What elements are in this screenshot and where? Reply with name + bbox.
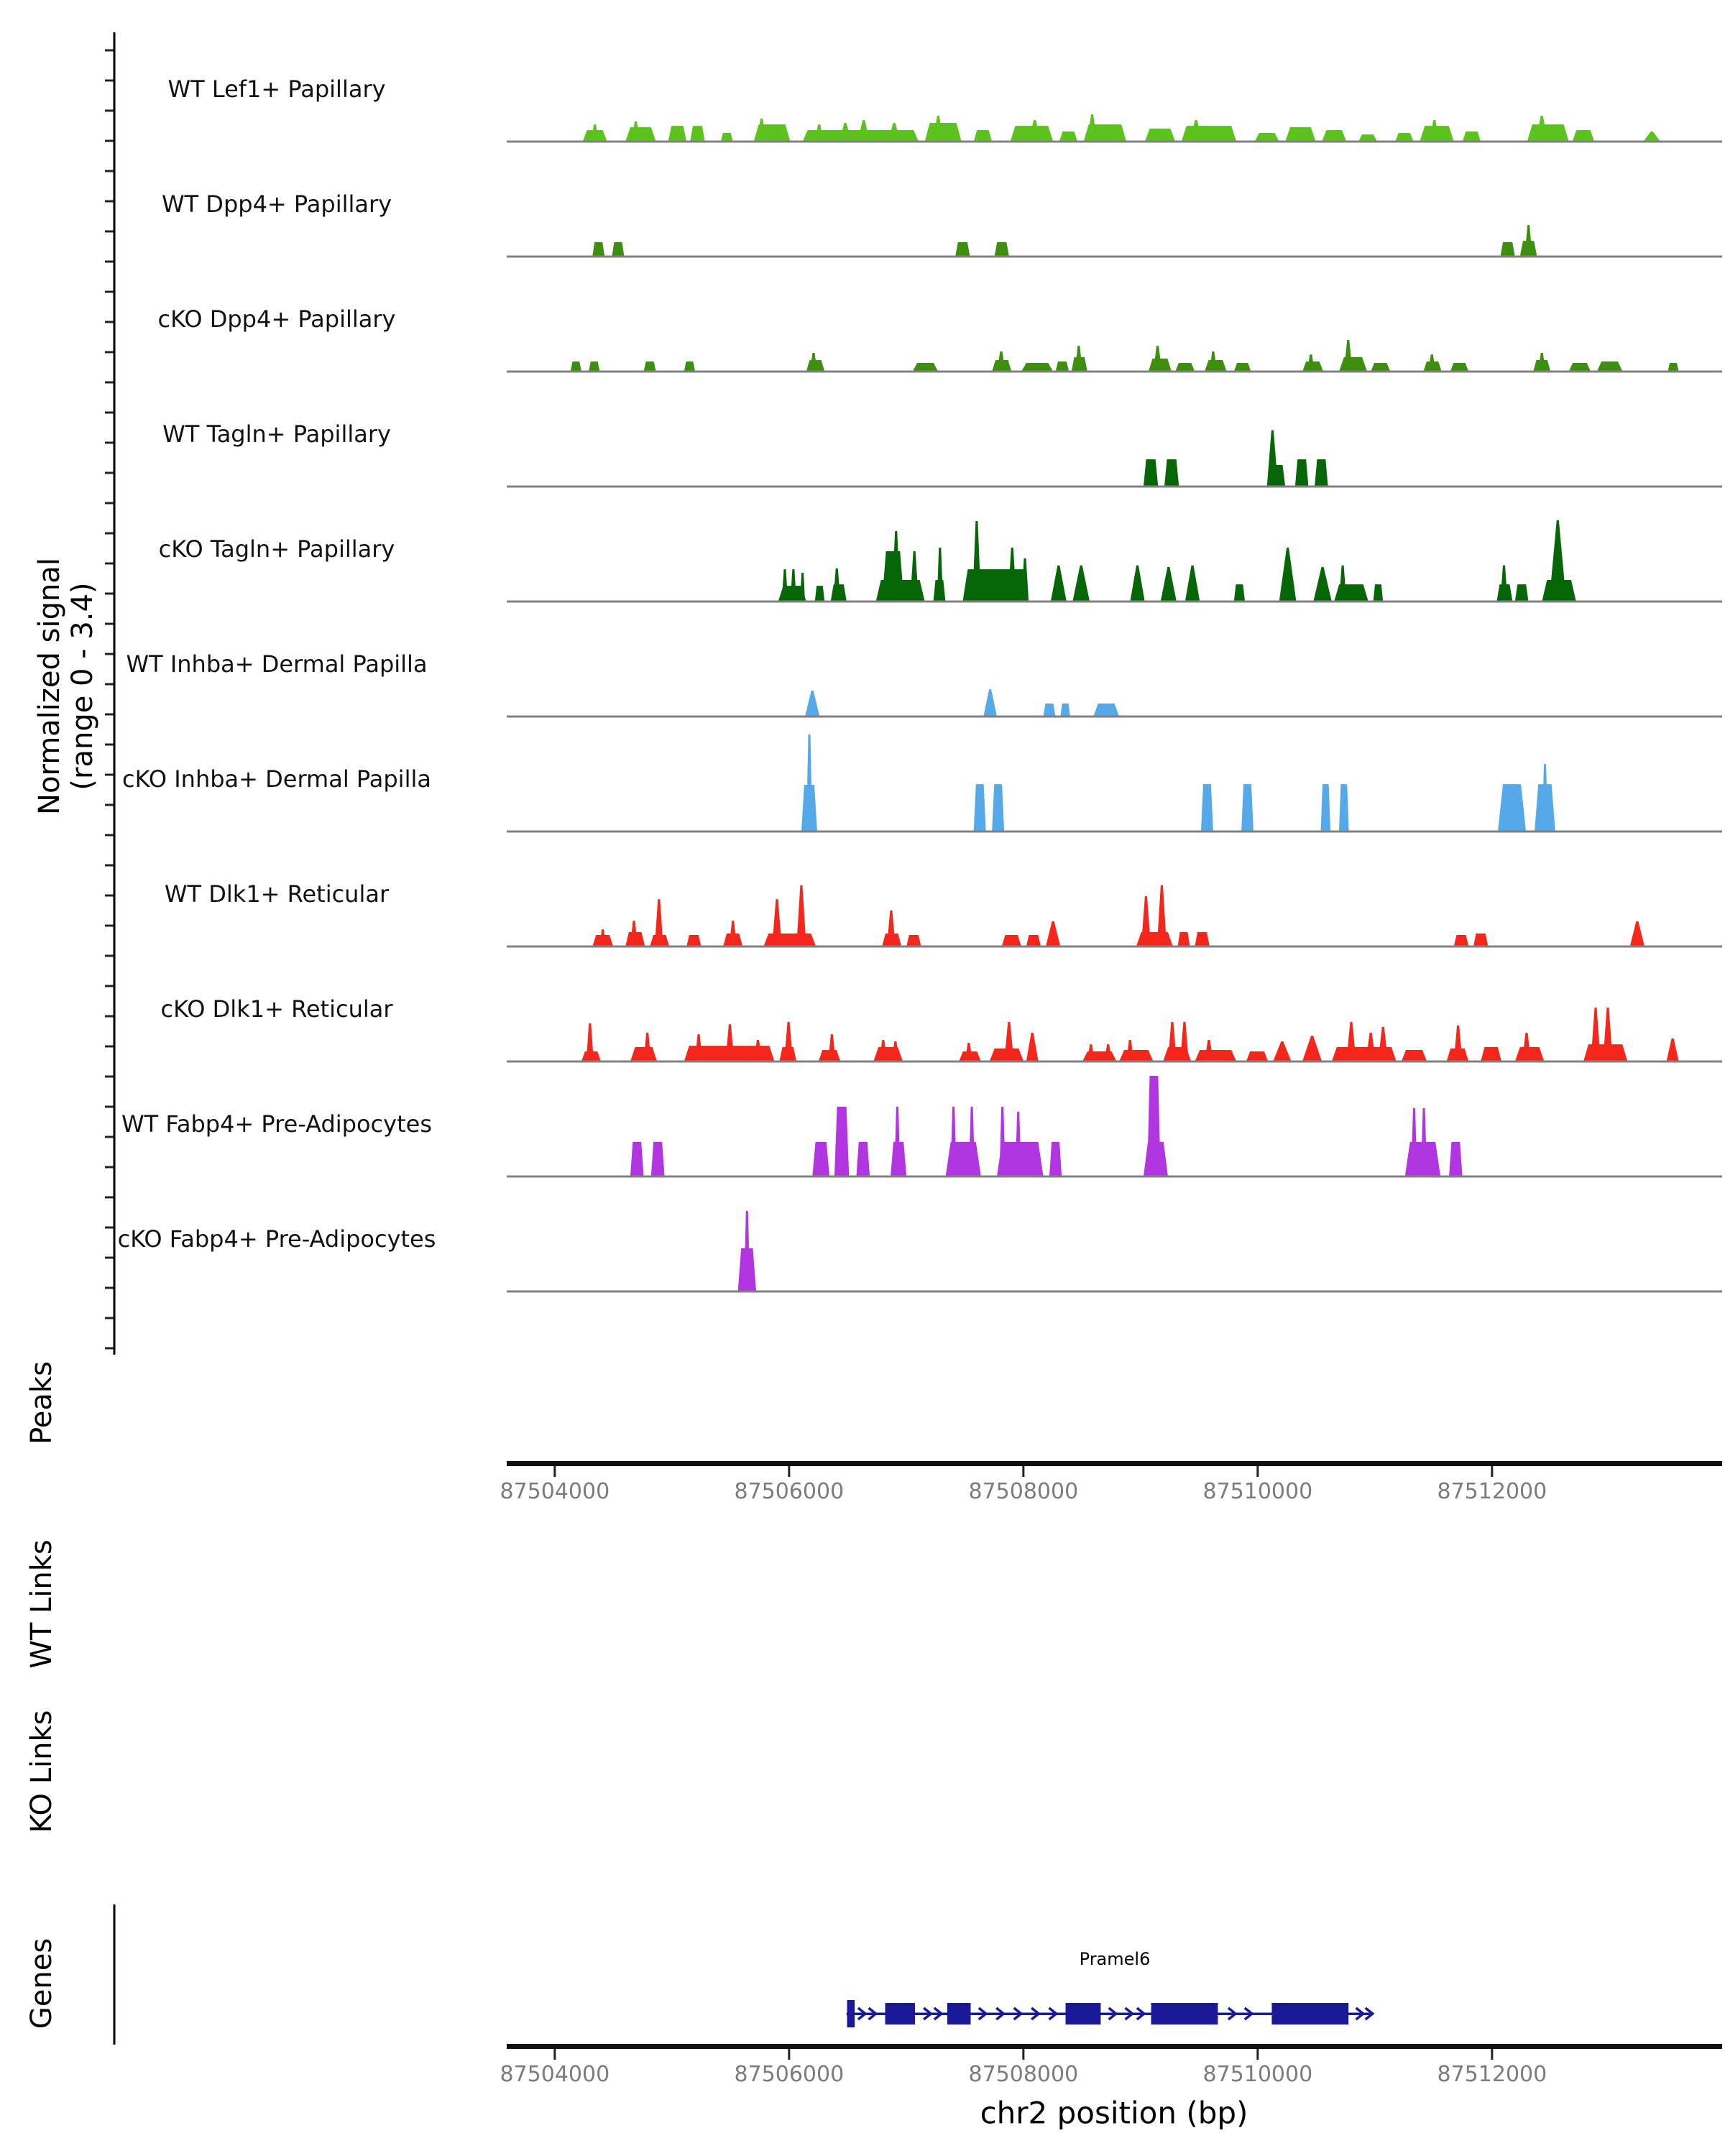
track-label-5: WT Inhba+ Dermal Papilla	[126, 650, 428, 678]
coverage-peak	[1525, 225, 1532, 257]
x-axis-tick-label: 87504000	[500, 1479, 610, 1504]
coverage-peak	[1285, 127, 1316, 142]
track-baseline	[507, 1061, 1722, 1063]
signal-scale-tick	[105, 774, 114, 776]
coverage-peak	[1002, 935, 1021, 946]
x-axis-tick	[1022, 2049, 1024, 2060]
coverage-peak	[1234, 584, 1245, 602]
coverage-peak	[625, 127, 656, 142]
coverage-peak	[1450, 363, 1469, 372]
signal-scale-tick	[105, 563, 114, 565]
coverage-peak	[721, 133, 733, 142]
signal-scale-tick	[105, 412, 114, 414]
track-baseline	[507, 256, 1722, 258]
x-axis-tick-label: 87512000	[1437, 2062, 1547, 2087]
track-baseline	[507, 1291, 1722, 1293]
coverage-peak	[1026, 935, 1041, 946]
coverage-peak	[1175, 363, 1195, 372]
coverage-peak	[782, 569, 788, 602]
coverage-peak	[571, 361, 581, 372]
x-axis-tick-label: 87512000	[1437, 1479, 1547, 1504]
track-label-8: cKO Dlk1+ Reticular	[160, 995, 393, 1023]
coverage-peak	[1378, 1027, 1388, 1061]
coverage-peak	[955, 242, 970, 257]
track-label-7: WT Dlk1+ Reticular	[164, 880, 390, 908]
coverage-peak	[969, 1107, 975, 1176]
x-axis-tick-label: 87506000	[734, 1479, 845, 1504]
coverage-peak	[925, 123, 962, 142]
y-axis-label	[33, 558, 99, 815]
coverage-peak	[1046, 921, 1060, 946]
track-baseline	[507, 1176, 1722, 1178]
coverage-peak	[834, 1107, 849, 1176]
signal-scale-tick	[105, 1166, 114, 1169]
coverage-peak	[950, 1107, 957, 1176]
track-label-3: WT Tagln+ Papillary	[162, 420, 391, 448]
coverage-peak	[772, 899, 782, 946]
coverage-peak	[1201, 784, 1213, 831]
coverage-peak	[1591, 1008, 1601, 1061]
coverage-peak	[586, 1023, 594, 1061]
coverage-peak	[999, 1107, 1005, 1176]
coverage-peak	[1313, 567, 1332, 602]
coverage-peak	[589, 361, 599, 372]
signal-scale-tick	[105, 1106, 114, 1108]
gene-name-label: Pramel6	[1079, 1949, 1151, 1969]
coverage-peak	[630, 1142, 644, 1176]
coverage-peak	[1473, 934, 1489, 946]
coverage-peak	[1273, 1041, 1291, 1061]
coverage-peak	[1060, 704, 1070, 717]
coverage-peak	[1374, 584, 1384, 602]
coverage-peak	[784, 1022, 793, 1061]
coverage-peak	[1500, 566, 1507, 602]
signal-track-2	[571, 340, 1679, 372]
signal-scale-tick	[105, 502, 114, 505]
signal-scale-tick	[105, 895, 114, 897]
signal-scale-tick	[105, 955, 114, 957]
signal-scale-tick	[105, 865, 114, 867]
signal-scale-tick	[105, 653, 114, 655]
section-label-genes: Genes	[25, 1938, 58, 2030]
coverage-peak	[913, 363, 939, 372]
signal-scale-tick	[105, 110, 114, 112]
genes-section-axis-line	[114, 1904, 116, 2045]
coverage-peak	[1021, 363, 1053, 372]
coverage-peak	[1463, 132, 1481, 142]
signal-scale-tick	[105, 1348, 114, 1350]
signal-scale-tick	[105, 351, 114, 354]
coverage-peak	[992, 784, 1004, 831]
coverage-peak	[1267, 430, 1278, 487]
signal-scale-tick	[105, 170, 114, 172]
coverage-peak	[1549, 520, 1566, 602]
x-axis-tick	[1491, 2049, 1493, 2060]
gene-exon	[1271, 2003, 1348, 2024]
coverage-peak	[1246, 1051, 1269, 1061]
coverage-peak	[684, 361, 695, 372]
signal-track-7	[592, 885, 1644, 946]
coverage-peak	[1527, 124, 1569, 142]
coverage-peak	[1569, 363, 1591, 372]
signal-track-8	[581, 1008, 1679, 1061]
track-label-4: cKO Tagln+ Papillary	[158, 535, 395, 563]
coverage-peak	[1322, 130, 1346, 142]
coverage-peak	[1241, 784, 1254, 831]
gene-exon	[1066, 2003, 1101, 2024]
signal-scale-tick	[105, 925, 114, 927]
signal-scale-tick	[105, 1076, 114, 1078]
section-label-ko-links: KO Links	[25, 1710, 58, 1833]
track-baseline	[507, 141, 1722, 143]
x-axis-tick	[553, 2049, 556, 2060]
signal-scale-tick	[105, 1197, 114, 1199]
coverage-peak	[1144, 459, 1158, 487]
coverage-peak	[800, 573, 805, 602]
coverage-peak	[1371, 363, 1390, 372]
coverage-peak	[1344, 340, 1353, 372]
coverage-peak	[894, 1107, 900, 1176]
coverage-peak	[1182, 126, 1236, 142]
coverage-peak	[1573, 130, 1594, 142]
coverage-peak	[1597, 361, 1623, 372]
x-axis-tick	[788, 2049, 790, 2060]
coverage-peak	[1093, 704, 1119, 717]
signal-track-5	[805, 689, 1119, 717]
coverage-peak	[1279, 548, 1297, 602]
signal-track-9	[630, 1076, 1463, 1176]
coverage-peak	[1145, 129, 1176, 142]
coverage-peak	[668, 126, 687, 142]
signal-scale-tick	[105, 50, 114, 52]
coverage-peak	[974, 784, 986, 831]
x-axis-line	[507, 2044, 1722, 2049]
coverage-peak	[1044, 704, 1056, 717]
track-label-2: cKO Dpp4+ Papillary	[157, 305, 396, 333]
coverage-peak	[1339, 784, 1349, 831]
track-label-0: WT Lef1+ Papillary	[167, 75, 386, 103]
coverage-peak	[690, 126, 704, 142]
coverage-peak	[1630, 921, 1644, 946]
coverage-peak	[1119, 1050, 1154, 1061]
coverage-peak	[1454, 1026, 1463, 1061]
coverage-peak	[887, 911, 896, 946]
coverage-peak	[910, 551, 919, 602]
track-baseline	[507, 371, 1722, 373]
coverage-peak	[651, 1142, 665, 1176]
x-axis-tick-label: 87510000	[1202, 1479, 1313, 1504]
coverage-peak	[1302, 1036, 1322, 1061]
signal-scale-tick	[105, 804, 114, 806]
signal-scale-tick	[105, 1015, 114, 1018]
coverage-peak	[1667, 1038, 1679, 1061]
coverage-peak	[1049, 1142, 1062, 1176]
coverage-peak	[1168, 1022, 1177, 1061]
signal-scale-tick	[105, 201, 114, 203]
signal-scale-tick	[105, 1257, 114, 1259]
coverage-peak	[1161, 567, 1177, 602]
section-label-wt-links: WT Links	[25, 1539, 58, 1669]
coverage-peak	[1059, 132, 1077, 142]
coverage-peak	[1668, 363, 1678, 372]
gene-model-pramel6	[847, 2000, 1373, 2027]
coverage-peak	[974, 130, 992, 142]
track-baseline	[507, 831, 1722, 833]
track-baseline	[507, 946, 1722, 948]
x-axis-line	[507, 1461, 1722, 1466]
x-axis-tick-label: 87504000	[500, 2062, 610, 2087]
y-axis-label-line2: (range 0 - 3.4)	[66, 582, 99, 791]
x-axis-tick	[1256, 1466, 1259, 1477]
coverage-peak	[1026, 1033, 1039, 1061]
coverage-peak	[1339, 566, 1346, 602]
gene-exon	[1151, 2003, 1218, 2024]
coverage-peak	[763, 934, 816, 946]
x-axis-tick	[788, 1466, 790, 1477]
coverage-peak	[1346, 1022, 1356, 1061]
signal-track-3	[1144, 430, 1328, 487]
coverage-peak	[1315, 459, 1328, 487]
coverage-peak	[1339, 357, 1367, 372]
coverage-peak	[937, 548, 943, 602]
coverage-peak	[1234, 363, 1251, 372]
track-baseline	[507, 716, 1722, 718]
coverage-peak	[1402, 1050, 1427, 1061]
y-axis-label-line1: Normalized signal	[33, 558, 66, 815]
coverage-peak	[1498, 784, 1526, 831]
signal-scale-tick	[105, 1046, 114, 1048]
coverage-peak	[1130, 566, 1144, 602]
coverage-peak	[1395, 133, 1413, 142]
signal-scale-tick	[105, 291, 114, 293]
coverage-peak	[1603, 1008, 1613, 1061]
signal-scale-tick	[105, 533, 114, 535]
coverage-peak	[1056, 361, 1070, 372]
coverage-peak	[805, 691, 819, 717]
gene-exon	[886, 2003, 916, 2024]
coverage-peak	[1178, 932, 1190, 946]
coverage-peak	[983, 689, 997, 717]
coverage-peak	[644, 361, 656, 372]
coverage-peak	[906, 935, 921, 946]
coverage-peak	[1449, 1142, 1463, 1176]
signal-scale-tick	[105, 321, 114, 323]
signal-scale-tick	[105, 714, 114, 716]
signal-scale-tick	[105, 442, 114, 444]
coverage-peak	[812, 1142, 829, 1176]
coverage-peak	[856, 1142, 870, 1176]
coverage-peak	[1195, 1050, 1236, 1061]
coverage-peak	[1295, 459, 1309, 487]
coverage-peak	[1195, 932, 1210, 946]
coverage-peak	[995, 242, 1009, 257]
signal-scale-tick	[105, 140, 114, 142]
coverage-peak	[962, 569, 1029, 602]
signal-scale-tick	[105, 744, 114, 746]
coverage-peak	[1164, 459, 1179, 487]
x-axis-tick	[1491, 1466, 1493, 1477]
signal-scale-tick	[105, 1227, 114, 1229]
x-axis-tick-label: 87508000	[968, 1479, 1079, 1504]
signal-scale-tick	[105, 1136, 114, 1138]
signal-track-0	[583, 114, 1660, 142]
signal-scale-tick	[105, 683, 114, 686]
x-axis-tick-label: 87508000	[968, 2062, 1079, 2087]
coverage-peak	[1185, 566, 1200, 602]
x-axis-tick	[553, 1466, 556, 1477]
coverage-peak	[592, 242, 604, 257]
coverage-peak	[806, 734, 812, 831]
x-axis-tick	[1256, 2049, 1259, 2060]
signal-scale-tick	[105, 623, 114, 625]
coverage-peak	[1141, 896, 1151, 946]
coverage-peak	[828, 1034, 835, 1061]
track-baseline	[507, 486, 1722, 488]
coverage-peak	[1180, 1022, 1189, 1061]
track-label-9: WT Fabp4+ Pre-Adipocytes	[121, 1110, 432, 1138]
coverage-peak	[1454, 935, 1469, 946]
signal-track-10	[738, 1211, 756, 1291]
signal-track-1	[592, 225, 1537, 257]
coverage-peak	[1147, 1076, 1161, 1176]
signal-scale-tick	[105, 80, 114, 82]
track-baseline	[507, 601, 1722, 603]
signal-scale-tick	[105, 472, 114, 474]
coverage-peak	[1157, 885, 1167, 946]
track-label-10: cKO Fabp4+ Pre-Adipocytes	[117, 1225, 436, 1253]
section-label-peaks: Peaks	[25, 1361, 58, 1445]
signal-scale-tick	[105, 1317, 114, 1319]
coverage-peak	[630, 1047, 657, 1061]
track-label-6: cKO Inhba+ Dermal Papilla	[122, 765, 431, 793]
signal-scale-tick	[105, 382, 114, 384]
coverage-peak	[791, 569, 796, 602]
signal-track-6	[801, 734, 1555, 831]
signal-scale-tick	[105, 231, 114, 233]
coverage-peak	[1500, 242, 1514, 257]
coverage-peak	[655, 899, 663, 946]
signal-scale-tick	[105, 985, 114, 987]
coverage-peak	[1051, 566, 1067, 602]
signal-scale-tick	[105, 1287, 114, 1289]
coverage-peak	[725, 1024, 734, 1061]
coverage-peak	[612, 242, 624, 257]
coverage-peak	[1255, 133, 1279, 142]
coverage-peak	[1072, 566, 1090, 602]
x-axis-tick-label: 87510000	[1202, 2062, 1313, 2087]
signal-scale-tick	[105, 593, 114, 595]
coverage-peak	[686, 935, 701, 946]
coverage-peak	[972, 521, 981, 602]
x-axis-tick-label: 87506000	[734, 2062, 845, 2087]
track-label-1: WT Dpp4+ Papillary	[161, 190, 392, 218]
x-axis-tick	[1022, 1466, 1024, 1477]
coverage-peak	[796, 885, 806, 946]
gene-start-bar	[847, 2000, 855, 2027]
coverage-peak	[1004, 1022, 1014, 1061]
x-axis-title: chr2 position (bp)	[980, 2095, 1248, 2131]
coverage-peak	[1321, 784, 1331, 831]
signal-track-4	[778, 520, 1576, 602]
signal-scale-tick	[105, 261, 114, 263]
coverage-peak	[1481, 1047, 1501, 1061]
coverage-peak	[1515, 584, 1529, 602]
gene-exon	[947, 2003, 971, 2024]
signal-scale-tick	[105, 834, 114, 837]
coverage-peak	[815, 586, 825, 602]
coverage-peak	[1643, 132, 1660, 142]
